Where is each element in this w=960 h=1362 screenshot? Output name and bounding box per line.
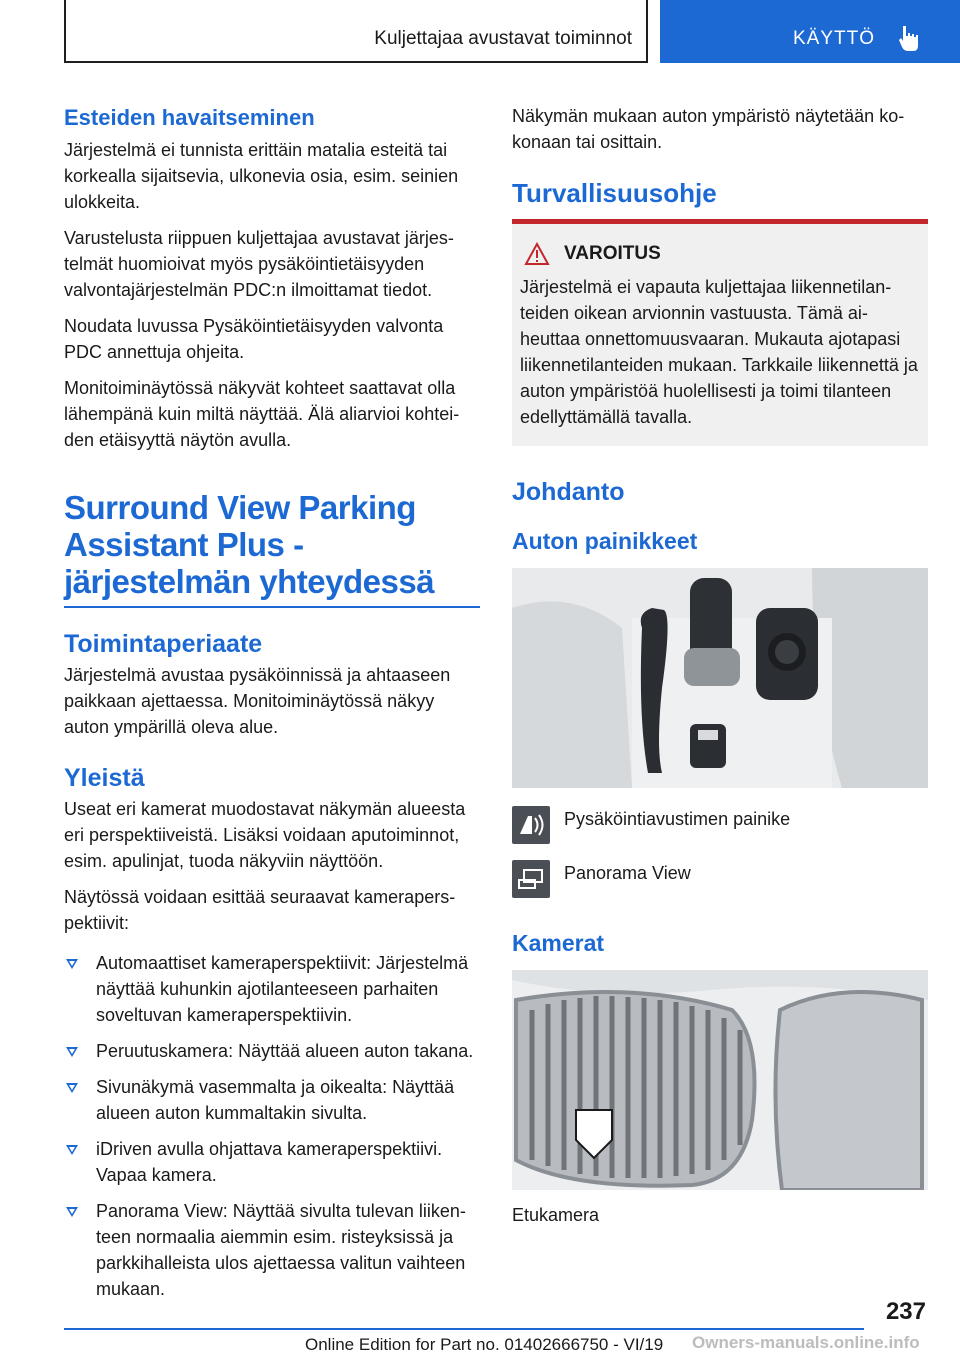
heading-esteiden: Esteiden havaitseminen — [64, 105, 315, 130]
warning-title: VAROITUS — [564, 243, 661, 264]
paragraph: Järjestelmä ei tunnista erittäin matalia esteitä tai korkealla sijaitsevia, ulkonevia osia, esim. seinien ulokkeita. — [64, 140, 459, 212]
heading-surround-view: Surround View Parking Assistant Plus -järjestelmän yhteydessä — [64, 489, 480, 608]
header-chapter-label: KÄYTTÖ — [793, 28, 876, 49]
paragraph: Näytössä voidaan esittää seuraavat kameraperspektiivit: — [64, 887, 456, 933]
list-item: Panorama View: Näyttää sivulta tulevan liikenteen normaalia aiemmin esim. risteyksissä ja parkkihalleista ulos ajettaessa valitun vaihteen mukaan. — [64, 1198, 480, 1302]
triangle-bullet-icon — [66, 1047, 78, 1057]
grille-illustration — [512, 970, 928, 1190]
list-item: Automaattiset kameraperspektiivit: Järjestelmä näyttää kuhunkin ajotilanteeseen parhaiten soveltuvan kameraperspektiivin. — [64, 950, 480, 1028]
heading-toimintaperiaate: Toimintaperiaate — [64, 630, 263, 658]
list-item: Sivunäkymä vasemmalta ja oikealta: Näyttää alueen auton kummaltakin sivulta. — [64, 1074, 480, 1126]
heading-turvallisuusohje: Turvallisuusohje — [512, 178, 717, 208]
heading-kamerat: Kamerat — [512, 930, 605, 956]
header-section-title: Kuljettajaa avustavat toiminnot — [374, 28, 632, 49]
legend-row — [512, 806, 928, 844]
right-column — [512, 103, 928, 1238]
triangle-bullet-icon — [66, 1207, 78, 1217]
paragraph: Useat eri kamerat muodostavat näkymän alueesta eri perspektiiveistä. Lisäksi voidaan aputoiminnot, esim. apulinjat, tuoda näkyviin näyttöön. — [64, 799, 466, 871]
list-item: iDriven avulla ohjattava kameraperspektiivi. Vapaa kamera. — [64, 1136, 480, 1188]
camera-perspective-list — [64, 950, 480, 1302]
warning-text: Järjestelmä ei vapauta kuljettajaa liikennetilanteiden oikean arvionnin vastuusta. Tämä aiheuttaa onnettomuusvaaran. Mukauta ajotapasi liikennetilanteiden mukaan. Tarkkaile liikennettä ja auton ympäristöä huolellisesti ja toimi tilanteen edellyttämällä tavalla. — [520, 277, 918, 427]
panorama-view-icon — [512, 860, 550, 898]
footer-edition: Online Edition for Part no. 01402666750 - VI/19 — [305, 1335, 664, 1354]
center-console-image — [512, 568, 928, 788]
console-illustration — [512, 568, 928, 788]
paragraph: Järjestelmä avustaa pysäköinnissä ja ahtaaseen paikkaan ajettaessa. Monitoiminäytössä näkyy auton ympärillä oleva alue. — [64, 665, 451, 737]
legend-label: Panorama View — [564, 863, 691, 883]
paragraph: Monitoiminäytössä näkyvät kohteet saattavat olla lähempänä kuin miltä näyttää. Älä aliarvioi kohteiden etäisyyttä näytön avulla. — [64, 378, 460, 450]
pointing-hand-icon — [895, 22, 927, 54]
page-number: 237 — [885, 1298, 926, 1325]
front-camera-caption: Etukamera — [512, 1205, 600, 1225]
legend-label: Pysäköintiavustimen painike — [564, 809, 791, 829]
footer-rule — [64, 1328, 864, 1330]
triangle-bullet-icon — [66, 1145, 78, 1155]
heading-johdanto: Johdanto — [512, 478, 625, 506]
footer-watermark: Owners-manuals.online.info — [692, 1333, 920, 1352]
heading-yleista: Yleistä — [64, 764, 145, 792]
paragraph: Noudata luvussa Pysäköintietäisyyden valvonta PDC annettuja ohjeita. — [64, 316, 444, 362]
triangle-bullet-icon — [66, 959, 78, 969]
paragraph: Näkymän mukaan auton ympäristö näytetään kokonaan tai osittain. — [512, 106, 905, 152]
warning-box — [512, 219, 928, 446]
list-item: Peruutuskamera: Näyttää alueen auton takana. — [64, 1038, 480, 1064]
header-section-box — [64, 0, 648, 63]
legend-row — [512, 860, 928, 898]
header-chapter-tab[interactable] — [660, 0, 960, 63]
heading-auton-painikkeet: Auton painikkeet — [512, 528, 698, 554]
front-camera-image — [512, 970, 928, 1190]
warning-triangle-icon — [524, 242, 550, 266]
triangle-bullet-icon — [66, 1083, 78, 1093]
parking-assist-icon — [512, 806, 550, 844]
paragraph: Varustelusta riippuen kuljettajaa avustavat järjestelmät huomioivat myös pysäköintietäisyyden valvontajärjestelmän PDC:n ilmoittamat tiedot. — [64, 228, 454, 300]
left-column — [64, 103, 480, 1312]
